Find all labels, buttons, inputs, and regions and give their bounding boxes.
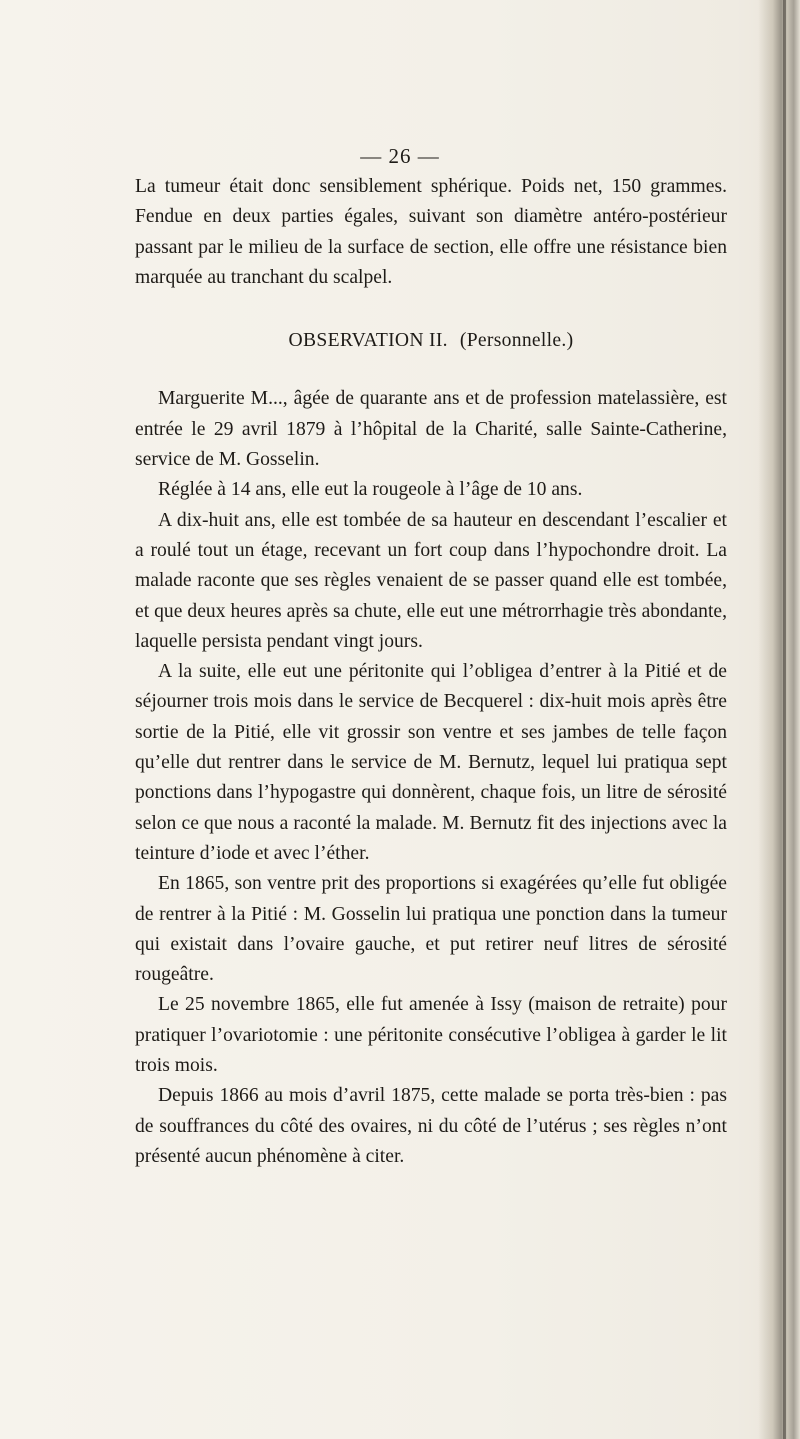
- body-text: [135, 172, 727, 1172]
- observation-subtitle: (Personnelle.): [459, 330, 574, 352]
- paragraph-tumor-description: La tumeur était donc sensiblement sphérique. Poids net, 150 grammes. Fendue en deux parties égales, suivant son diamètre antéro-postérieur passant par le milieu de la surface de section, elle offre une résistance bien marquée au tranchant du scalpel.: [135, 176, 727, 288]
- paragraph-ovariotomy: Le 25 novembre 1865, elle fut amenée à Issy (maison de retraite) pour pratiquer l’ovariotomie : une péritonite consécutive l’obligea à garder le lit trois mois.: [135, 994, 727, 1077]
- paragraph-peritonitis: A la suite, elle eut une péritonite qui l’obligea d’entrer à la Pitié et de séjourner trois mois dans le service de Becquerel : dix-huit mois après être sortie de la Pitié, elle vit grossir son ventre et ses jambes de telle façon qu’elle dut rentrer dans le service de M. Bernutz, lequel lui pratiqua sept ponctions dans l’hypogastre qui donnèrent, chaque fois, un litre de sérosité selon ce que nous a raconté la malade. M. Bernutz fit des injections avec la teinture d’iode et avec l’éther.: [135, 661, 727, 864]
- page-binding-edge: [758, 0, 800, 1439]
- paragraph-patient-intro: Marguerite M..., âgée de quarante ans et de profession matelassière, est entrée le 29 avril 1879 à l’hôpital de la Charité, salle Sainte-Catherine, service de M. Gosselin.: [135, 388, 727, 471]
- page-number: — 26 —: [360, 144, 440, 168]
- observation-heading: [135, 326, 727, 356]
- paragraph-fall: A dix-huit ans, elle est tombée de sa hauteur en descendant l’escalier et a roulé tout un étage, recevant un fort coup dans l’hypochondre droit. La malade raconte que ses règles venaient de se passer quand elle est tombée, et que deux heures après sa chute, elle eut une métrorrhagie très abondante, laquelle persista pendant vingt jours.: [135, 509, 727, 652]
- paragraph-menstruation: Réglée à 14 ans, elle eut la rougeole à l’âge de 10 ans.: [158, 479, 583, 501]
- paragraph-since-1866: Depuis 1866 au mois d’avril 1875, cette malade se porta très-bien : pas de souffrances du côté des ovaires, ni du côté de l’utérus ; ses règles n’ont présenté aucun phénomène à citer.: [135, 1085, 727, 1167]
- binding-shadow-line: [783, 0, 786, 1439]
- observation-title: OBSERVATION II.: [288, 330, 448, 352]
- paragraph-1865-puncture: En 1865, son ventre prit des proportions si exagérées qu’elle fut obligée de rentrer à la Pitié : M. Gosselin lui pratiqua une ponction dans la tumeur qui existait dans l’ovaire gauche, et put retirer neuf litres de sérosité rougeâtre.: [135, 873, 727, 986]
